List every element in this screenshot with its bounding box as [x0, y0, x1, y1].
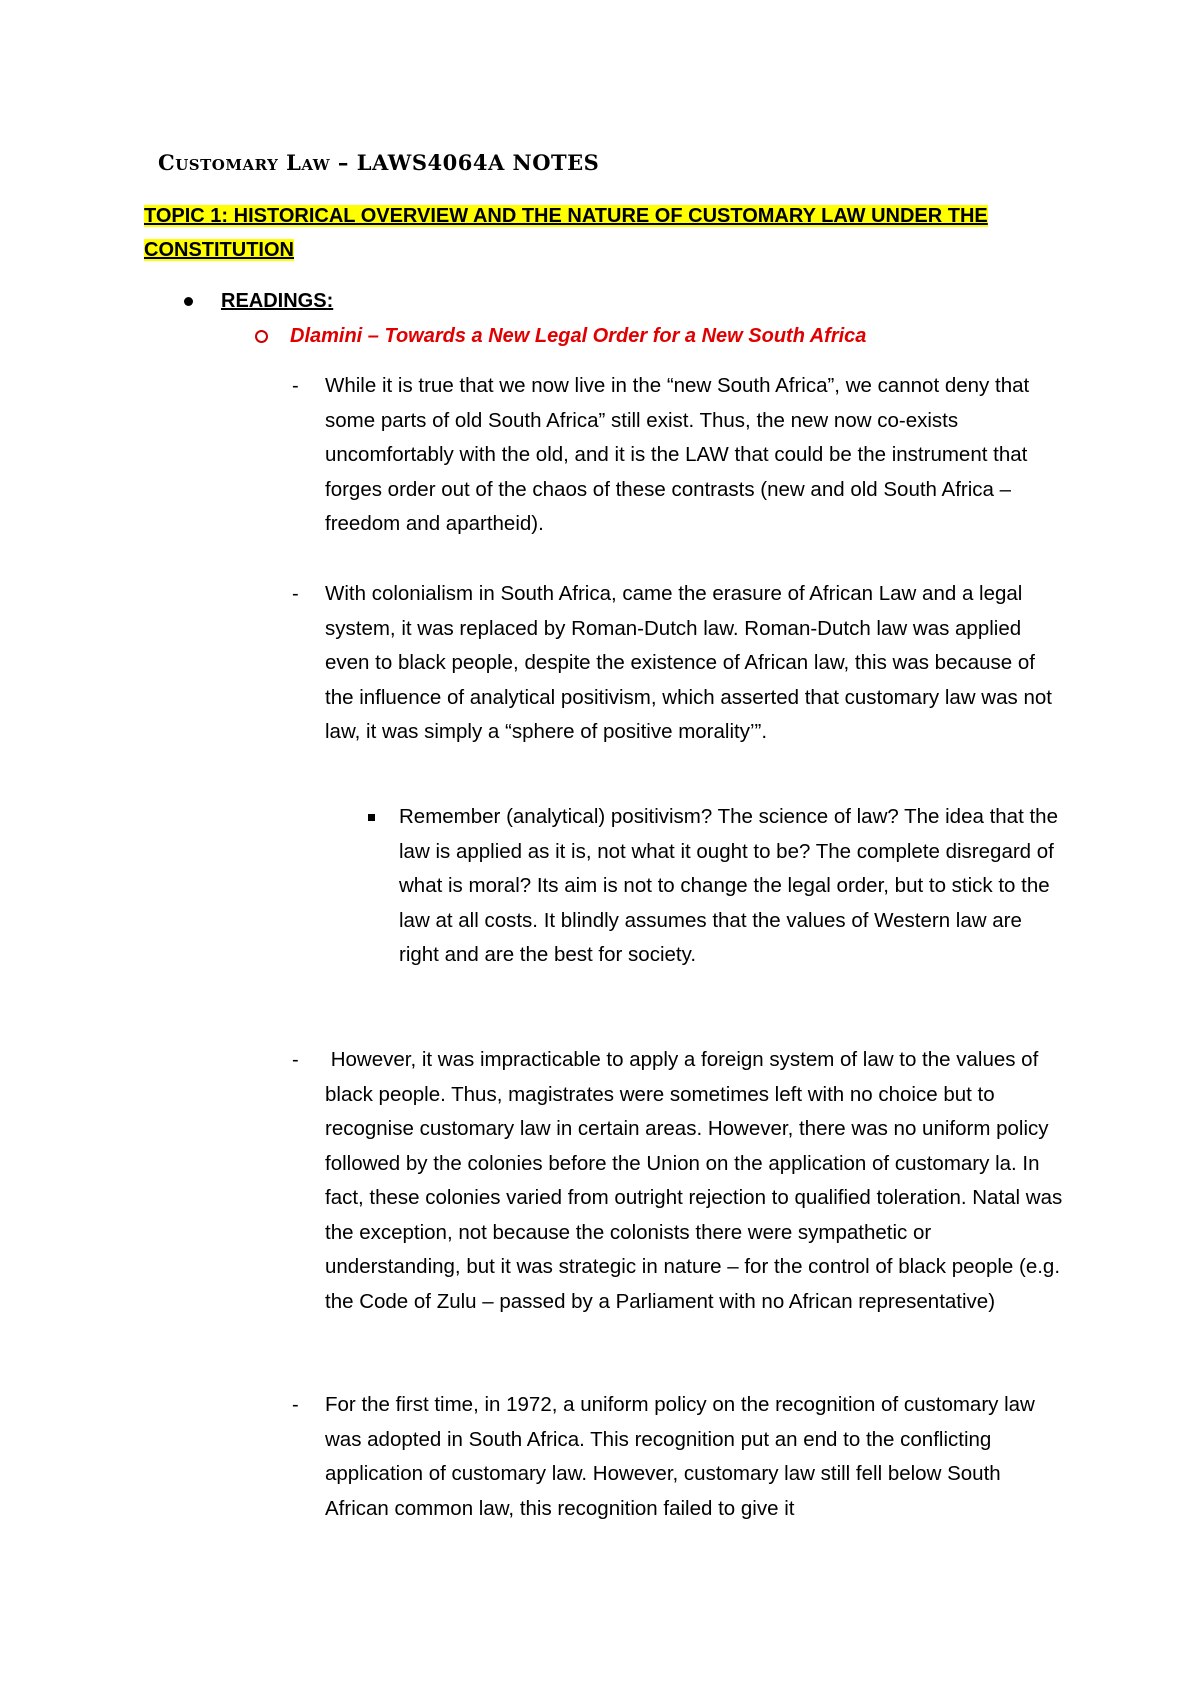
paragraph-2: With colonialism in South Africa, came the erasure of African Law and a legal system, it was replaced by Roman-Dutch law. Roman-Dutch law was applied even to black people, despite the existence of African law, this was because of the influence of analytical positivism, which asserted that customary law was not law, it was simply a “sphere of positive morality’”.	[325, 582, 1052, 743]
readings-bullet-item	[184, 286, 333, 316]
filled-bullet-icon	[184, 297, 193, 306]
topic-heading-text: TOPIC 1: HISTORICAL OVERVIEW AND THE NATURE OF CUSTOMARY LAW UNDER THE CONSTITUTION	[144, 205, 988, 261]
sub-point-paragraph: Remember (analytical) positivism? The science of law? The idea that the law is applied as it is, not what it ought to be? The complete disregard of what is moral? Its aim is not to change the legal order, but to stick to the law at all costs. It blindly assumes that the values of Western law are right and are the best for society.	[399, 805, 1058, 966]
readings-label: READINGS:	[221, 289, 334, 312]
paragraph-1: While it is true that we now live in the “new South Africa”, we cannot deny that some parts of old South Africa” still exist. Thus, the new now co-exists uncomfortably with the old, and it is the LAW that could be the instrument that forges order out of the chaos of these contrasts (new and old South Africa – freedom and apartheid).	[325, 374, 1030, 535]
paragraph-4: For the first time, in 1972, a uniform policy on the recognition of customary law was adopted in South Africa. This recognition put an end to the conflicting application of customary law. However, customary law still fell below South African common law, this recognition failed to give it	[325, 1393, 1035, 1520]
reading-title: Dlamini – Towards a New Legal Order for a New South Africa	[290, 324, 867, 347]
dash-bullet-icon: -	[292, 1394, 299, 1416]
hollow-bullet-icon	[255, 330, 268, 343]
document-title: Customary Law – LAWS4064A NOTES	[158, 150, 600, 175]
dash-bullet-icon: -	[292, 1049, 299, 1071]
dash-bullet-icon: -	[292, 375, 299, 397]
square-bullet-icon	[368, 814, 375, 821]
paragraph-3: However, it was impracticable to apply a foreign system of law to the values of black people. Thus, magistrates were sometimes left with no choice but to recognise customary law in certain areas. However, there was no uniform policy followed by the colonies before the Union on the application of customary la. In fact, these colonies varied from outright rejection to qualified toleration. Natal was the exception, not because the colonists there were sympathetic or understanding, but it was strategic in nature – for the control of black people (e.g. the Code of Zulu – passed by a Parliament with no African representative)	[325, 1048, 1068, 1313]
reading-list-item	[255, 321, 866, 351]
dash-bullet-icon: -	[292, 583, 299, 605]
topic-heading	[144, 199, 1024, 267]
